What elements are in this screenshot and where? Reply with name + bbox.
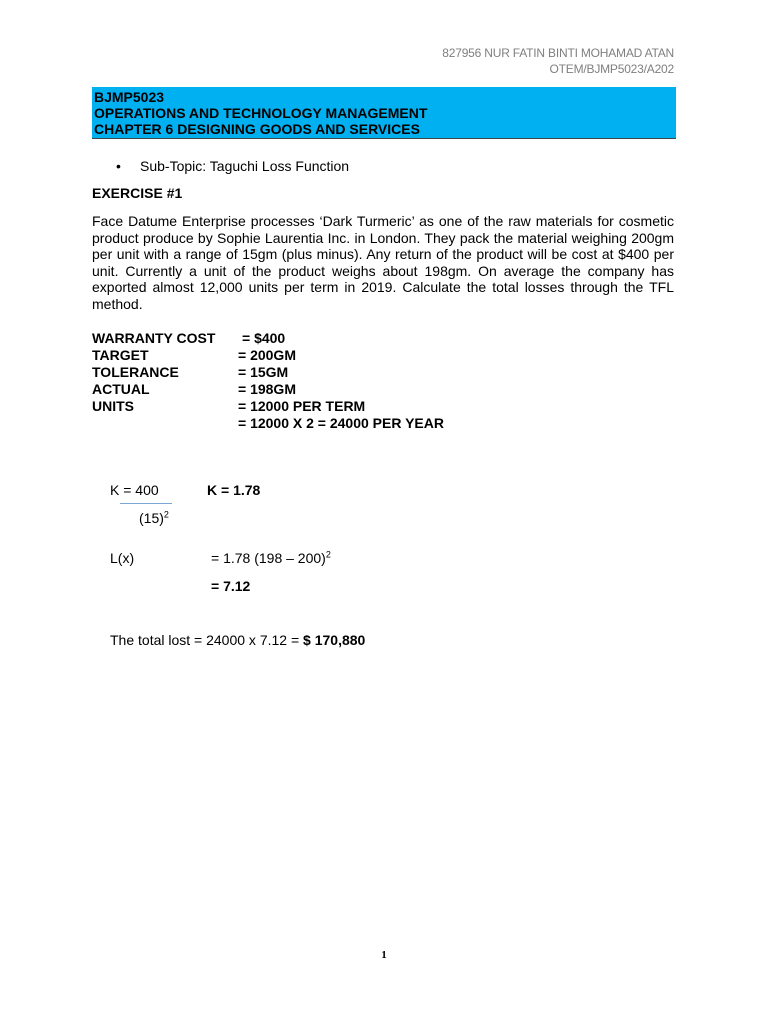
k-result: K = 1.78 <box>207 482 261 498</box>
exercise-title: EXERCISE #1 <box>92 185 183 201</box>
k-numerator: K = 400 <box>110 482 159 498</box>
fraction-line <box>120 503 172 504</box>
param-label: TARGET <box>92 347 149 363</box>
chapter-title: CHAPTER 6 DESIGNING GOODS AND SERVICES <box>94 121 420 137</box>
total-loss-value: $ 170,880 <box>303 632 366 648</box>
course-code: BJMP5023 <box>94 89 165 105</box>
k-denominator: $(15)^2$ <box>139 509 169 526</box>
param-value: = 12000 PER TERM <box>238 398 366 414</box>
param-value: = $400 <box>242 330 286 346</box>
loss-function-formula: = 1.78 (198 – 200)$^2$ <box>211 549 331 566</box>
bullet-icon: • <box>116 158 121 174</box>
param-value: = 12000 X 2 = 24000 PER YEAR <box>238 415 444 431</box>
loss-function-exponent: 2 <box>325 549 331 560</box>
param-value: = 200GM <box>238 347 296 363</box>
problem-statement: Face Datume Enterprise processes ‘Dark Turmeric’ as one of the raw materials for cosmetic product produce by Sophie Laurentia Inc. in London. They pack the material weighing 200gm per unit with a range of 15gm (plus minus). Any return of the product will be cost at $400 per unit. Currently a unit of the product weighs about 198gm. On average the company has exported almost 12,000 units per term in 2019. Calculate the total losses through the TFL method. <box>92 213 674 312</box>
param-label: ACTUAL <box>92 381 150 397</box>
param-label: WARRANTY COST <box>92 330 216 346</box>
total-loss: The total lost = 24000 x 7.12 = $ 170,880 <box>110 632 366 648</box>
loss-function-result: = 7.12 <box>211 578 251 594</box>
page-number: 1 <box>381 949 387 961</box>
title-banner <box>92 87 676 139</box>
loss-function-label: L(x) <box>110 550 135 566</box>
k-denominator-exponent: 2 <box>163 509 169 520</box>
param-value: = 198GM <box>238 381 296 397</box>
subtopic: Sub-Topic: Taguchi Loss Function <box>140 158 350 174</box>
param-value: = 15GM <box>238 364 289 380</box>
param-label: TOLERANCE <box>92 364 179 380</box>
header-course-ref: OTEM/BJMP5023/A202 <box>549 62 674 76</box>
header-student-name: 827956 NUR FATIN BINTI MOHAMAD ATAN <box>442 46 674 60</box>
param-label: UNITS <box>92 398 134 414</box>
course-title: OPERATIONS AND TECHNOLOGY MANAGEMENT <box>94 105 428 121</box>
